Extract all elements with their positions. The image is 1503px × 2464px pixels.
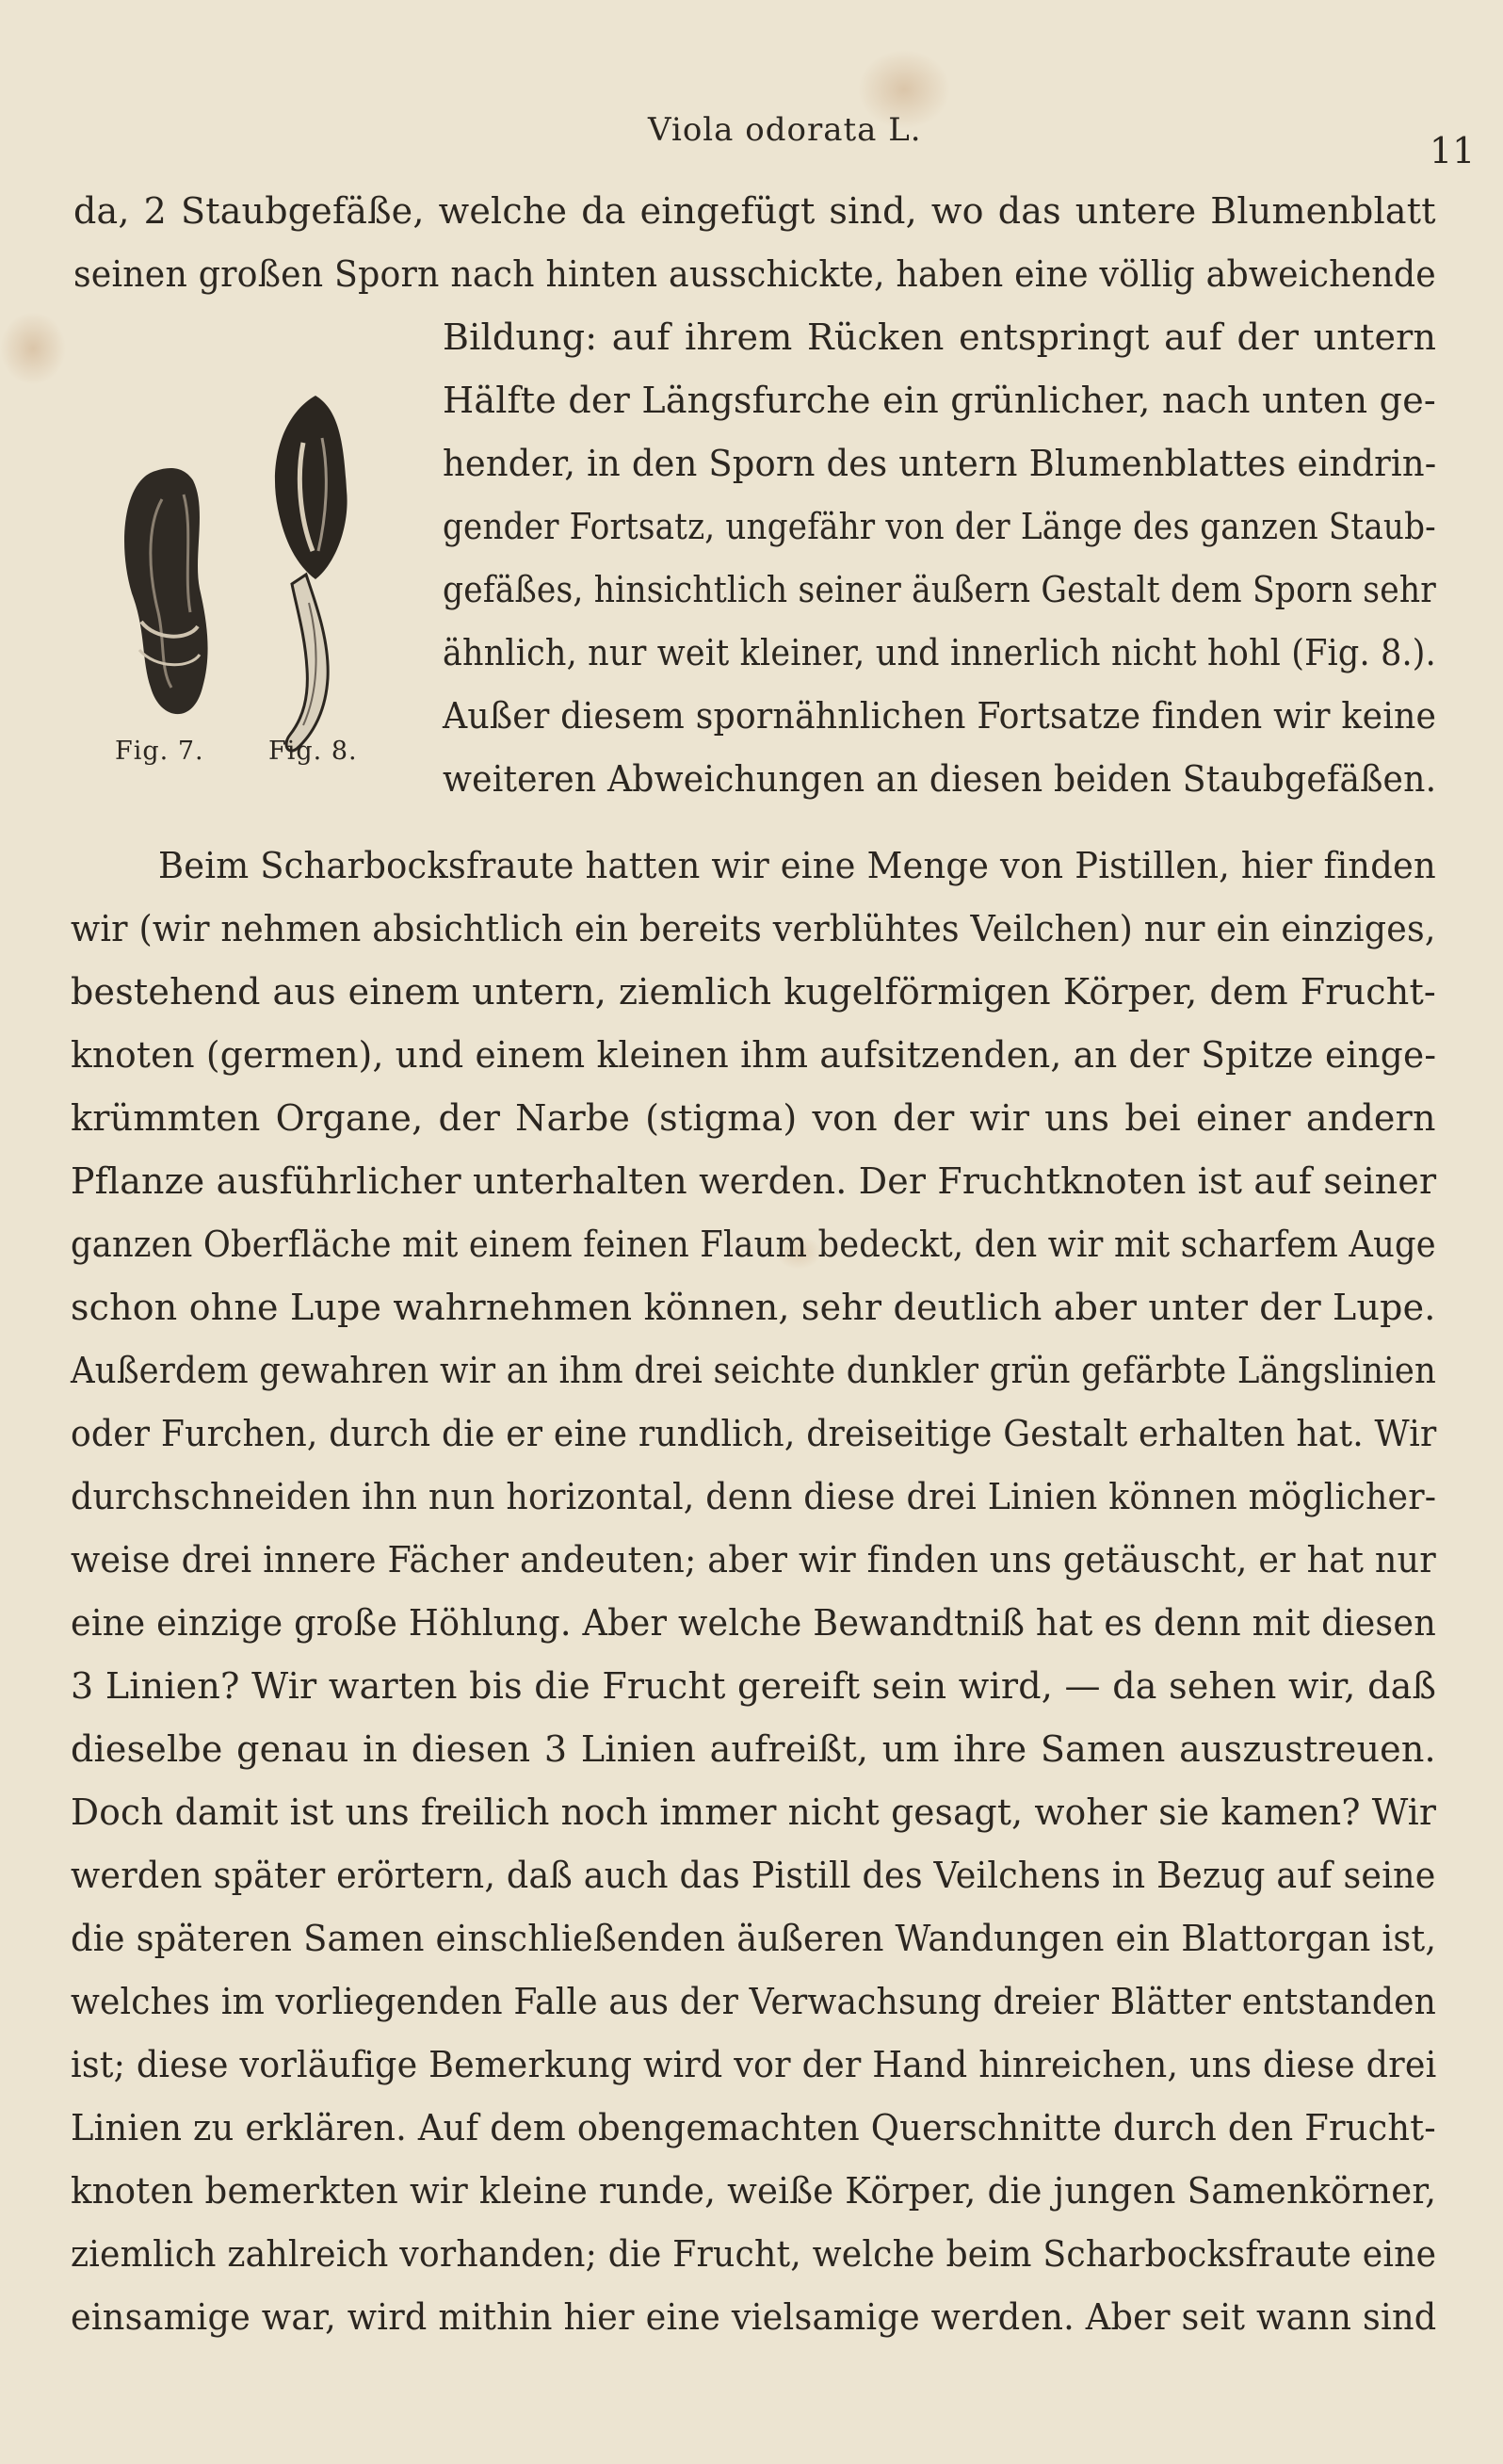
text-line: wir (wir nehmen absichtlich ein bereits verblühtes Veilchen) nur ein einziges, bbox=[71, 908, 1436, 949]
text-line: Beim Scharbocksfraute hatten wir eine Menge von Pistillen, hier finden bbox=[158, 845, 1436, 886]
text-line: Bildung: auf ihrem Rücken entspringt auf der untern bbox=[443, 316, 1437, 358]
fig-7-caption: Fig. 7. bbox=[115, 737, 204, 766]
fig-8-caption: Fig. 8. bbox=[268, 737, 358, 766]
text-line: einsamige war, wird mithin hier eine vielsamige werden. Aber seit wann sind bbox=[71, 2296, 1437, 2338]
text-line: die späteren Samen einschließenden äußeren Wandungen ein Blattorgan ist, bbox=[71, 1918, 1437, 1959]
stamen-figure-illustration bbox=[104, 386, 405, 791]
text-line: ganzen Oberfläche mit einem feinen Flaum bedeckt, den wir mit scharfem Auge bbox=[71, 1224, 1436, 1265]
text-line: weise drei innere Fächer andeuten; aber wir finden uns getäuscht, er hat nur bbox=[71, 1539, 1436, 1581]
stamen-spur-illustration bbox=[275, 396, 347, 751]
text-line: Hälfte der Längsfurche ein grünlicher, nach unten ge- bbox=[443, 380, 1436, 421]
text-line: Pflanze ausführlicher unterhalten werden. Der Fruchtknoten ist auf seiner bbox=[71, 1160, 1437, 1202]
text-line: da, 2 Staubgefäße, welche da eingefügt sind, wo das untere Blumenblatt bbox=[73, 190, 1436, 232]
text-line: seinen großen Sporn nach hinten ausschickte, haben eine völlig abweichende bbox=[73, 253, 1436, 295]
text-line: 3 Linien? Wir warten bis die Frucht gereift sein wird, — da sehen wir, daß bbox=[71, 1665, 1437, 1707]
text-line: ähnlich, nur weit kleiner, und innerlich nicht hohl (Fig. 8.). bbox=[443, 632, 1436, 673]
text-line: gender Fortsatz, ungefähr von der Länge des ganzen Staub- bbox=[443, 506, 1436, 547]
running-head: Viola odorata L. bbox=[648, 111, 922, 149]
text-line: oder Furchen, durch die er eine rundlich, dreiseitige Gestalt erhalten hat. Wir bbox=[71, 1413, 1437, 1454]
text-line: eine einzige große Höhlung. Aber welche Bewandtniß hat es denn mit diesen bbox=[71, 1602, 1436, 1644]
text-line: ist; diese vorläufige Bemerkung wird vor der Hand hinreichen, uns diese drei bbox=[71, 2044, 1437, 2085]
text-line: krümmten Organe, der Narbe (stigma) von der wir uns bei einer andern bbox=[71, 1097, 1436, 1139]
text-line: bestehend aus einem untern, ziemlich kugelförmigen Körper, dem Frucht- bbox=[71, 971, 1436, 1013]
text-line: welches im vorliegenden Falle aus der Verwachsung dreier Blätter entstanden bbox=[71, 1981, 1436, 2022]
text-line: werden später erörtern, daß auch das Pistill des Veilchens in Bezug auf seine bbox=[71, 1855, 1436, 1896]
text-line: Außer diesem spornähnlichen Fortsatze finden wir keine bbox=[443, 695, 1437, 737]
text-line: hender, in den Sporn des untern Blumenblattes eindrin- bbox=[443, 443, 1437, 484]
figure-stamens bbox=[104, 386, 405, 791]
text-line: durchschneiden ihn nun horizontal, denn diese drei Linien können möglicher- bbox=[71, 1476, 1437, 1517]
page-number: 11 bbox=[1430, 130, 1476, 171]
text-line: knoten (germen), und einem kleinen ihm aufsitzenden, an der Spitze einge- bbox=[71, 1034, 1437, 1076]
text-line: Linien zu erklären. Auf dem obengemachten Querschnitte durch den Frucht- bbox=[71, 2107, 1436, 2148]
text-line: ziemlich zahlreich vorhanden; die Frucht, welche beim Scharbocksfraute eine bbox=[71, 2233, 1437, 2275]
text-line: dieselbe genau in diesen 3 Linien aufreißt, um ihre Samen auszustreuen. bbox=[71, 1728, 1436, 1770]
text-line: knoten bemerkten wir kleine runde, weiße Körper, die jungen Samenkörner, bbox=[71, 2170, 1437, 2212]
text-line: schon ohne Lupe wahrnehmen können, sehr deutlich aber unter der Lupe. bbox=[71, 1287, 1436, 1328]
text-line: Außerdem gewahren wir an ihm drei seichte dunkler grün gefärbte Längslinien bbox=[71, 1350, 1437, 1391]
text-line: gefäßes, hinsichtlich seiner äußern Gestalt dem Sporn sehr bbox=[443, 569, 1436, 610]
text-line: weiteren Abweichungen an diesen beiden Staubgefäßen. bbox=[443, 758, 1437, 800]
stamen-front-illustration bbox=[124, 468, 208, 714]
text-line: Doch damit ist uns freilich noch immer nicht gesagt, woher sie kamen? Wir bbox=[71, 1791, 1437, 1833]
